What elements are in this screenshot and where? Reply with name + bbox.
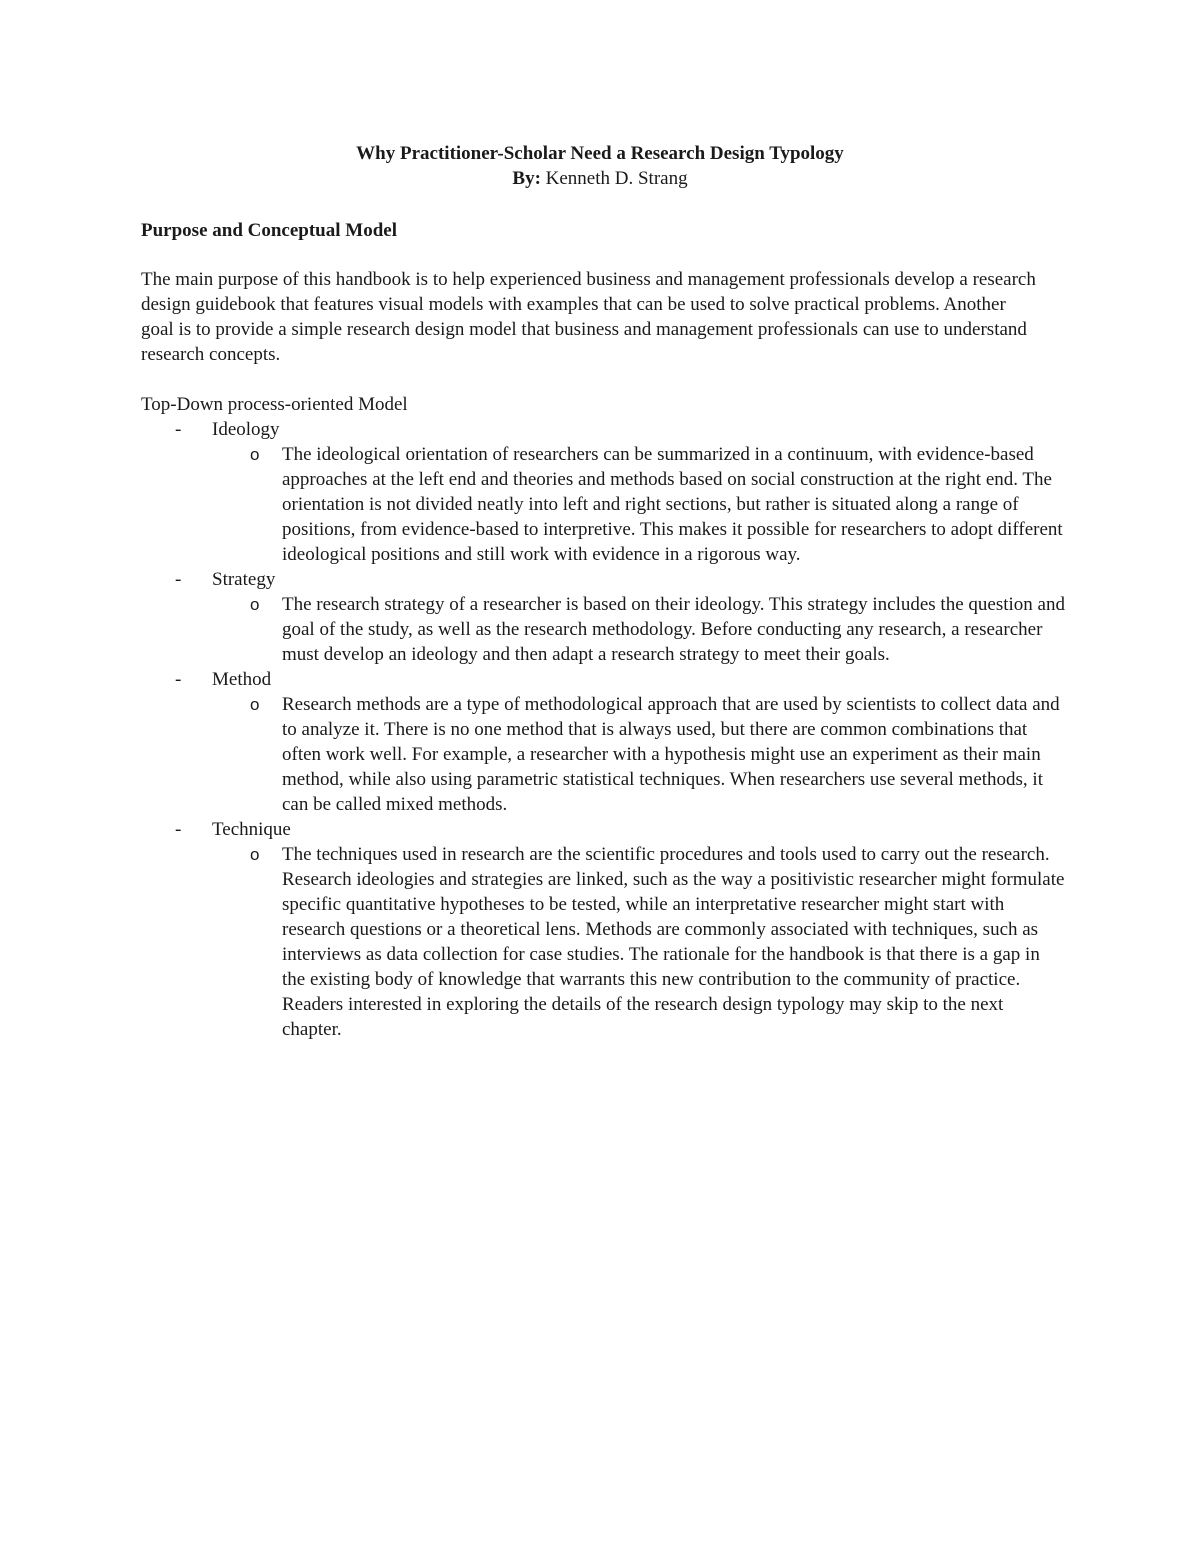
model-heading: Top-Down process-oriented Model bbox=[141, 394, 408, 415]
circle-bullet-icon: o bbox=[250, 595, 260, 614]
topic-description: Research methods are a type of methodological approach that are used by scientists to collect data and to analyze it. There is no one method that is always used, but there are common combinations that often work well. For example, a researcher with a hypothesis might use an experiment as their main method, while also using parametric statistical techniques. When researchers use several methods, it can be called mixed methods. bbox=[282, 694, 1060, 815]
circle-bullet-icon: o bbox=[250, 445, 260, 464]
topic-label: Strategy bbox=[212, 569, 276, 590]
topic-description: The techniques used in research are the scientific procedures and tools used to carry out the research. Research ideologies and strategies are linked, such as the way a positivistic researcher might formulate specific quantitative hypotheses to be tested, while an interpretative researcher might start with research questions or a theoretical lens. Methods are commonly associated with techniques, such as interviews as data collection for case studies. The rationale for the handbook is that there is a gap in the existing body of knowledge that warrants this new contribution to the community of practice. Readers interested in exploring the details of the research design typology may skip to the next chapter. bbox=[282, 844, 1065, 1040]
sub-item bbox=[141, 692, 1071, 817]
sub-item bbox=[141, 592, 1071, 667]
topic-label: Technique bbox=[212, 819, 291, 840]
dash-bullet: - bbox=[175, 569, 182, 590]
topic-item bbox=[141, 417, 1071, 567]
byline-label: By: bbox=[512, 168, 541, 189]
topic-label: Ideology bbox=[212, 419, 280, 440]
dash-bullet: - bbox=[175, 819, 182, 840]
intro-paragraph: The main purpose of this handbook is to help experienced business and management professionals develop a research design guidebook that features visual models with examples that can be used to solve practical problems. Another goal is to provide a simple research design model that business and management professionals can use to understand research concepts. bbox=[141, 269, 1036, 365]
section-heading: Purpose and Conceptual Model bbox=[141, 220, 397, 241]
topic-item bbox=[141, 667, 1071, 817]
dash-bullet: - bbox=[175, 419, 182, 440]
topic-label-row bbox=[141, 817, 1071, 842]
topic-item bbox=[141, 567, 1071, 667]
topic-label: Method bbox=[212, 669, 272, 690]
dash-bullet: - bbox=[175, 669, 182, 690]
byline bbox=[0, 166, 1200, 191]
topic-label-row bbox=[141, 567, 1071, 592]
topic-label-row bbox=[141, 667, 1071, 692]
topic-item bbox=[141, 817, 1071, 1042]
document-title: Why Practitioner-Scholar Need a Research Design Typology bbox=[356, 143, 844, 164]
document-header bbox=[0, 141, 1200, 191]
sub-item bbox=[141, 842, 1071, 1042]
circle-bullet-icon: o bbox=[250, 695, 260, 714]
sub-item bbox=[141, 442, 1071, 567]
topic-list bbox=[141, 417, 1071, 1042]
topic-label-row bbox=[141, 417, 1071, 442]
circle-bullet-icon: o bbox=[250, 845, 260, 864]
topic-description: The research strategy of a researcher is based on their ideology. This strategy includes the question and goal of the study, as well as the research methodology. Before conducting any research, a researcher must develop an ideology and then adapt a research strategy to meet their goals. bbox=[282, 594, 1065, 665]
author-name: Kenneth D. Strang bbox=[540, 168, 688, 189]
topic-description: The ideological orientation of researchers can be summarized in a continuum, with evidence-based approaches at the left end and theories and methods based on social construction at the right end. The orientation is not divided neatly into left and right sections, but rather is situated along a range of positions, from evidence-based to interpretive. This makes it possible for researchers to adopt different ideological positions and still work with evidence in a rigorous way. bbox=[282, 444, 1063, 565]
